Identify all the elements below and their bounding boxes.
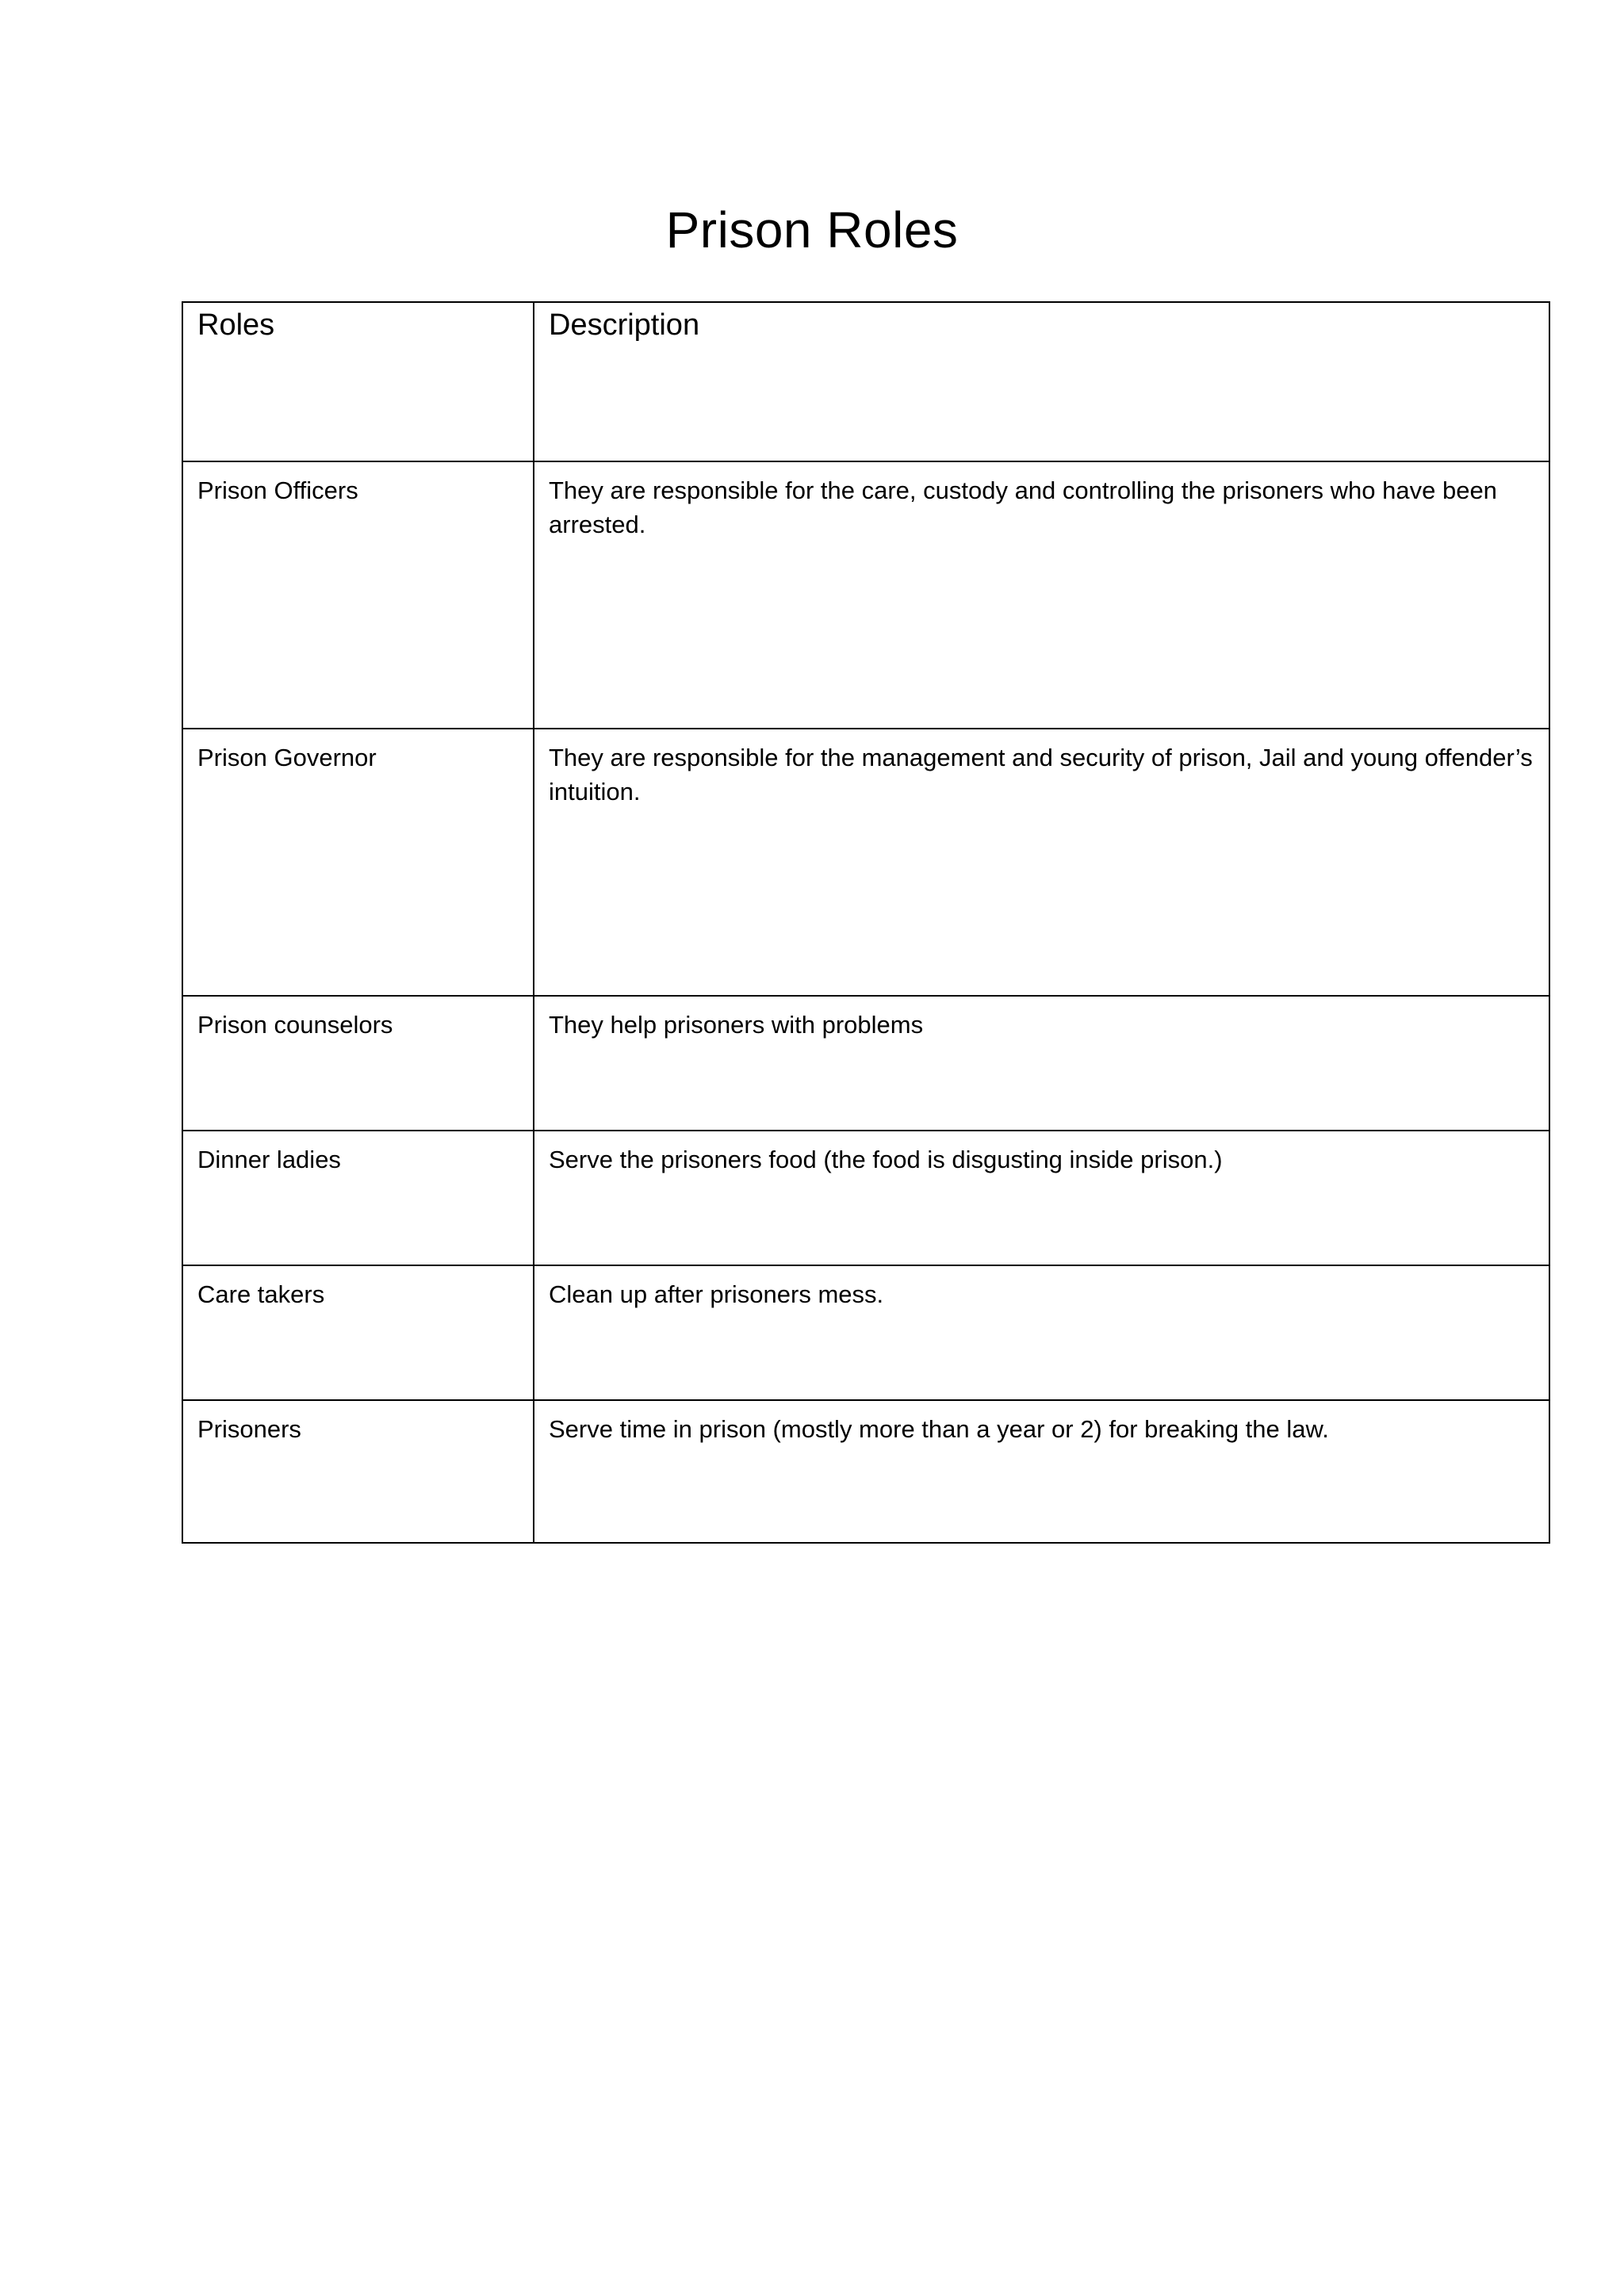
table-row [182,1400,1549,1543]
table-row [182,461,1549,729]
page-title: Prison Roles [665,201,959,258]
role-cell: Care takers [182,1265,534,1400]
role-cell: Prison Governor [182,729,534,996]
header-description: Description [534,302,1549,461]
role-cell: Prison counselors [182,996,534,1131]
role-cell: Dinner ladies [182,1131,534,1265]
description-cell: Serve the prisoners food (the food is disgusting inside prison.) [534,1131,1549,1265]
roles-table [182,301,1550,1544]
role-cell: Prisoners [182,1400,534,1543]
description-cell: They are responsible for the management and security of prison, Jail and young offender’s intuition. [534,729,1549,996]
header-roles: Roles [182,302,534,461]
table-row [182,996,1549,1131]
table-header-row [182,302,1549,461]
description-cell: Serve time in prison (mostly more than a year or 2) for breaking the law. [534,1400,1549,1543]
description-cell: Clean up after prisoners mess. [534,1265,1549,1400]
table-row [182,1265,1549,1400]
description-cell: They are responsible for the care, custody and controlling the prisoners who have been arrested. [534,461,1549,729]
description-cell: They help prisoners with problems [534,996,1549,1131]
table-row [182,729,1549,996]
table-row [182,1131,1549,1265]
role-cell: Prison Officers [182,461,534,729]
